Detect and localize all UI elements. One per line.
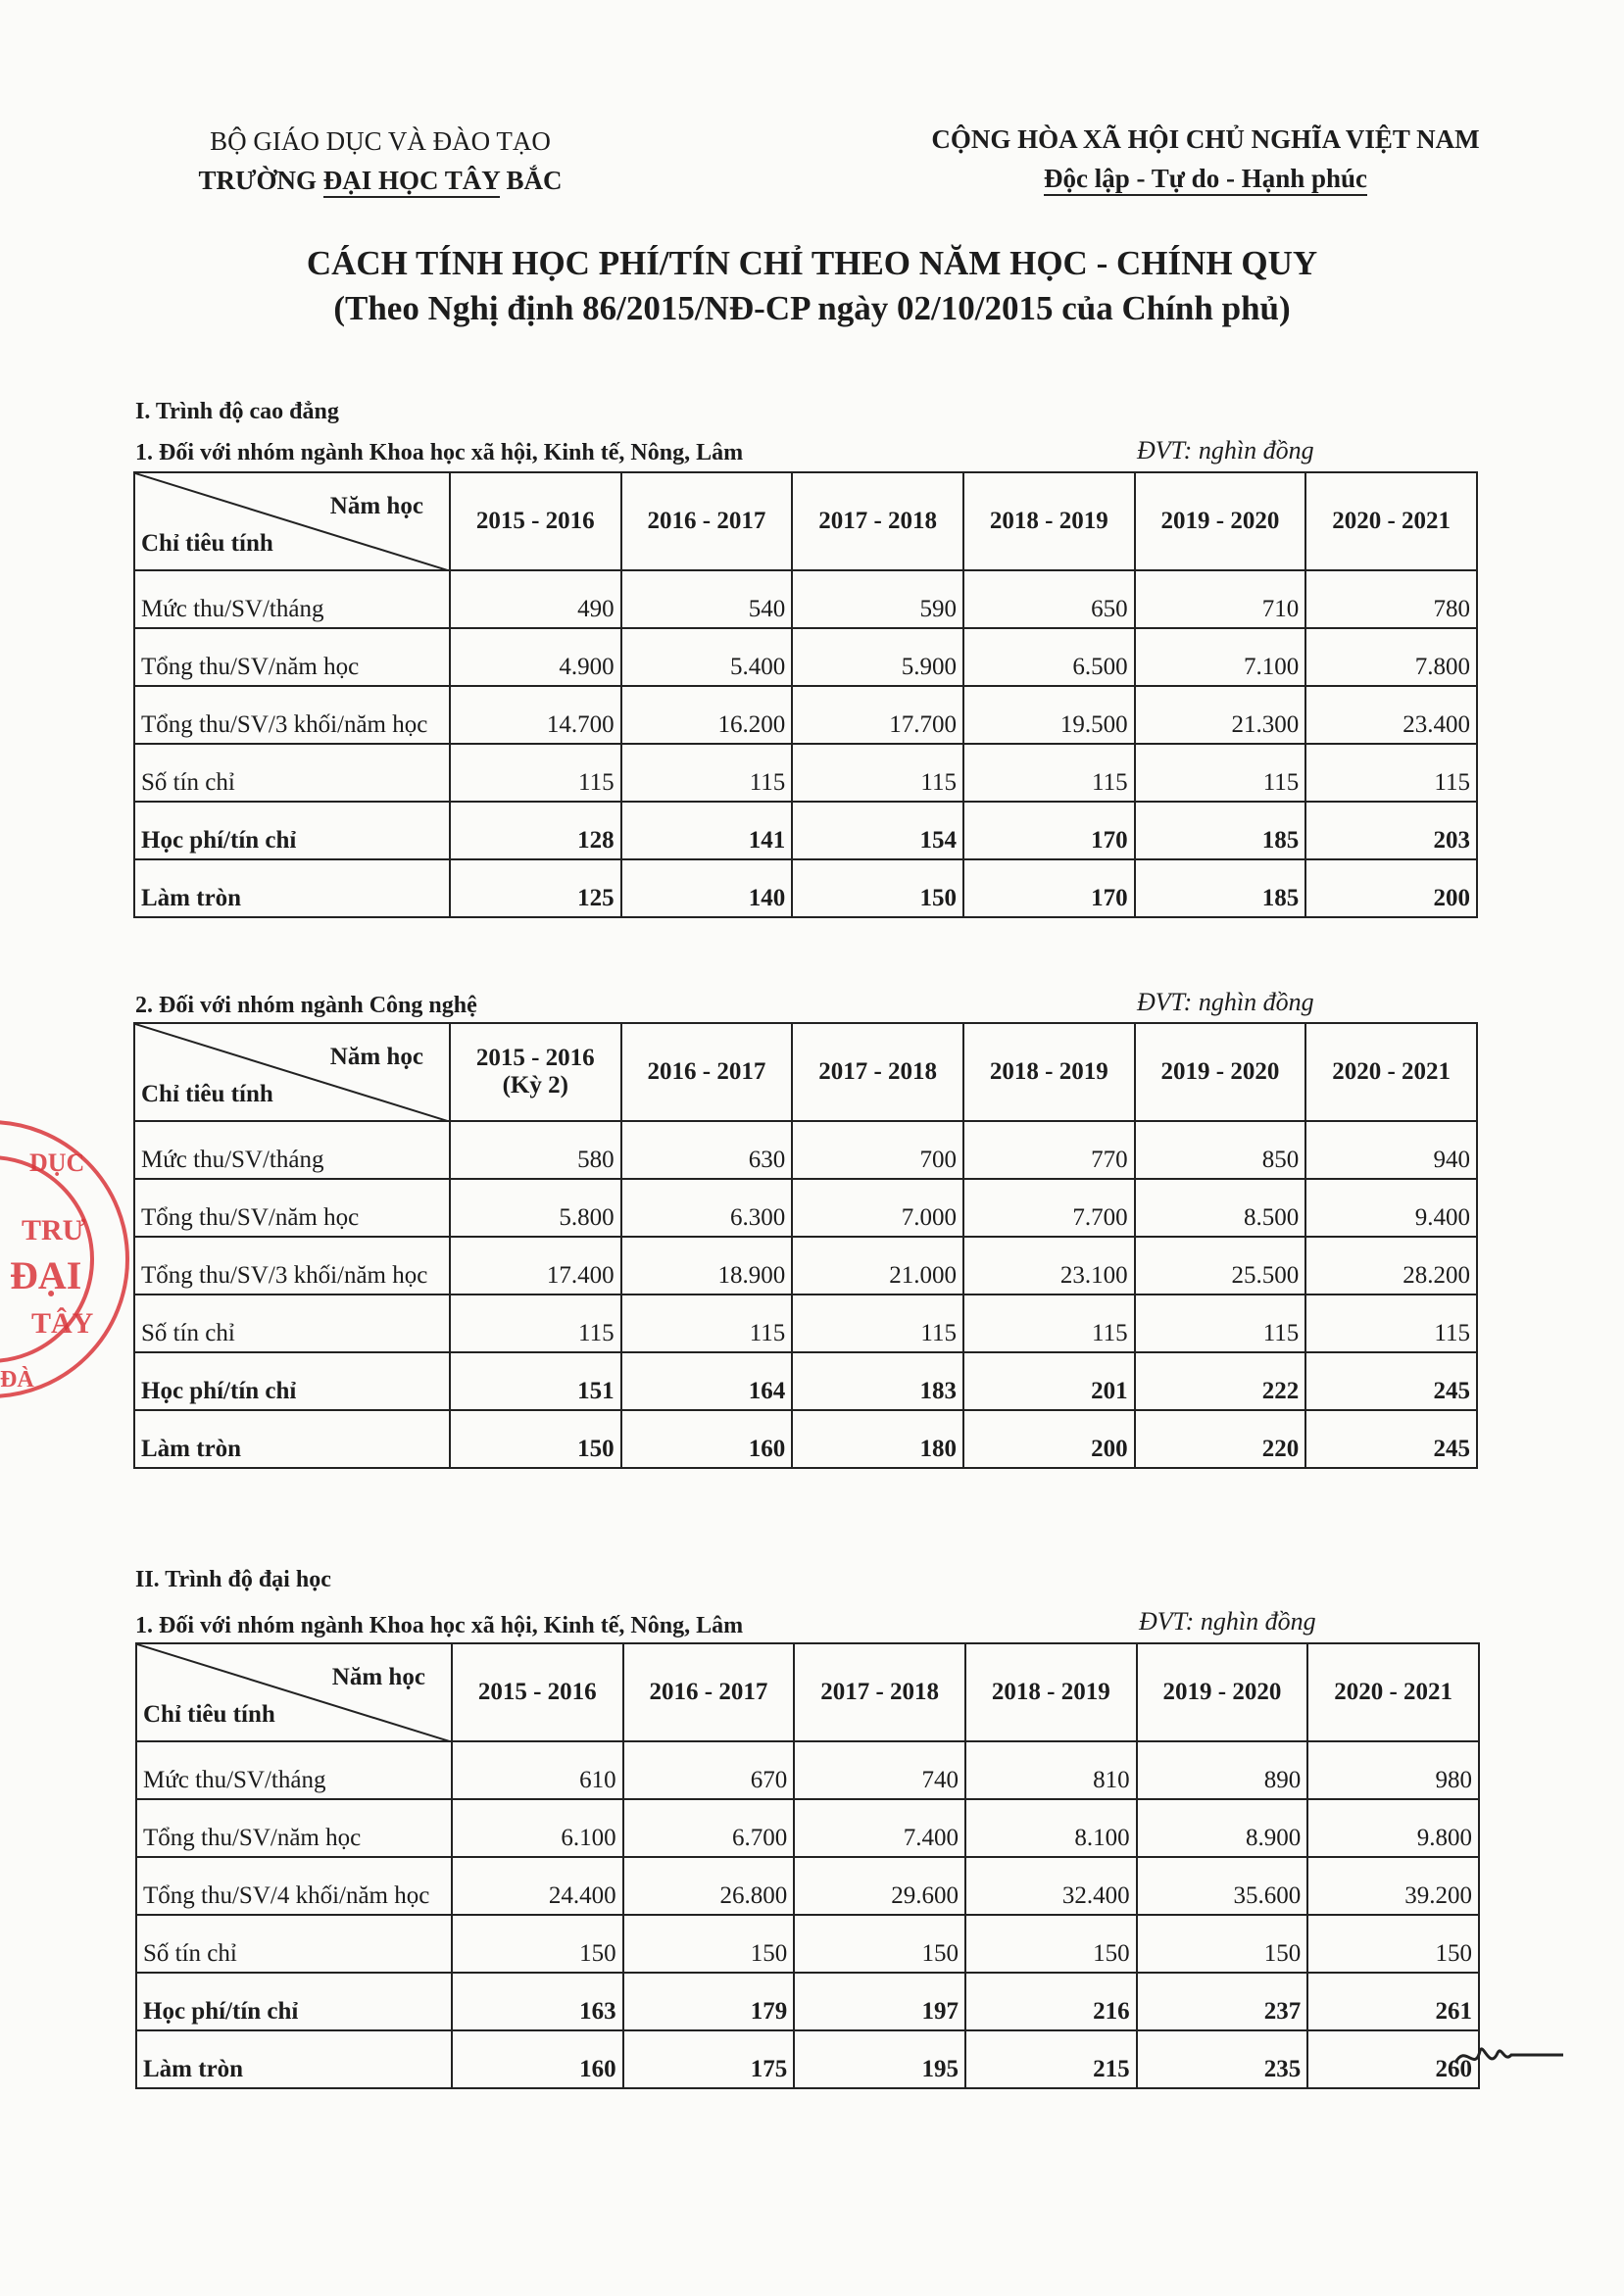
value-cell: 29.600 — [794, 1857, 965, 1915]
value-cell: 201 — [963, 1352, 1135, 1410]
value-cell: 5.400 — [621, 628, 793, 686]
value-cell: 115 — [1135, 1295, 1306, 1352]
value-cell: 200 — [1305, 859, 1477, 917]
year-header: 2015 - 2016 — [452, 1643, 623, 1741]
table-row — [134, 570, 1477, 628]
value-cell: 180 — [792, 1410, 963, 1468]
value-cell: 150 — [1137, 1915, 1308, 1973]
corner-year-label: Năm học — [331, 1664, 425, 1690]
value-cell: 150 — [965, 1915, 1137, 1973]
value-cell: 128 — [450, 802, 621, 859]
value-cell: 6.300 — [621, 1179, 793, 1237]
year-header: 2019 - 2020 — [1135, 1023, 1306, 1121]
value-cell: 197 — [794, 1973, 965, 2030]
value-cell: 115 — [1305, 1295, 1477, 1352]
row-label: Số tín chỉ — [136, 1915, 452, 1973]
value-cell: 179 — [623, 1973, 795, 2030]
value-cell: 630 — [621, 1121, 793, 1179]
table-row — [134, 1410, 1477, 1468]
value-cell: 183 — [792, 1352, 963, 1410]
svg-text:ĐẠI: ĐẠI — [10, 1253, 82, 1297]
value-cell: 185 — [1135, 802, 1306, 859]
value-cell: 115 — [963, 744, 1135, 802]
subsection-2-1: 1. Đối với nhóm ngành Khoa học xã hội, Kinh tế, Nông, Lâm — [135, 1613, 744, 1638]
value-cell: 9.800 — [1307, 1799, 1479, 1857]
corner-metric-label: Chỉ tiêu tính — [143, 1701, 275, 1728]
value-cell: 770 — [963, 1121, 1135, 1179]
table-row — [134, 859, 1477, 917]
table-row — [136, 2030, 1479, 2088]
university-name: TRƯỜNG ĐẠI HỌC TÂY BẮC — [165, 161, 596, 200]
value-cell: 740 — [794, 1741, 965, 1799]
svg-text:TRƯ: TRƯ — [22, 1214, 86, 1246]
value-cell: 125 — [450, 859, 621, 917]
row-label: Tổng thu/SV/3 khối/năm học — [134, 1237, 450, 1295]
table-row — [134, 1179, 1477, 1237]
unit-label-1: ĐVT: nghìn đồng — [1137, 436, 1314, 464]
table-header-row — [136, 1643, 1479, 1741]
table-row — [134, 686, 1477, 744]
value-cell: 24.400 — [452, 1857, 623, 1915]
row-label: Tổng thu/SV/năm học — [136, 1799, 452, 1857]
value-cell: 115 — [621, 1295, 793, 1352]
value-cell: 21.300 — [1135, 686, 1306, 744]
table-row — [136, 1915, 1479, 1973]
value-cell: 32.400 — [965, 1857, 1137, 1915]
value-cell: 17.700 — [792, 686, 963, 744]
row-label: Làm tròn — [134, 1410, 450, 1468]
value-cell: 170 — [963, 859, 1135, 917]
value-cell: 5.900 — [792, 628, 963, 686]
document-title — [0, 241, 1624, 331]
value-cell: 154 — [792, 802, 963, 859]
value-cell: 23.100 — [963, 1237, 1135, 1295]
row-label: Tổng thu/SV/3 khối/năm học — [134, 686, 450, 744]
row-label: Tổng thu/SV/4 khối/năm học — [136, 1857, 452, 1915]
value-cell: 25.500 — [1135, 1237, 1306, 1295]
value-cell: 115 — [450, 744, 621, 802]
value-cell: 39.200 — [1307, 1857, 1479, 1915]
row-label: Số tín chỉ — [134, 1295, 450, 1352]
table-row — [134, 802, 1477, 859]
table-row — [134, 628, 1477, 686]
table-row — [136, 1857, 1479, 1915]
fee-table-college-social — [133, 471, 1478, 918]
year-header: 2016 - 2017 — [623, 1643, 795, 1741]
row-label: Học phí/tín chỉ — [136, 1973, 452, 2030]
value-cell: 850 — [1135, 1121, 1306, 1179]
value-cell: 28.200 — [1305, 1237, 1477, 1295]
year-header: 2017 - 2018 — [792, 1023, 963, 1121]
value-cell: 185 — [1135, 859, 1306, 917]
row-label: Mức thu/SV/tháng — [134, 570, 450, 628]
value-cell: 670 — [623, 1741, 795, 1799]
value-cell: 164 — [621, 1352, 793, 1410]
value-cell: 195 — [794, 2030, 965, 2088]
value-cell: 5.800 — [450, 1179, 621, 1237]
national-motto: Độc lập - Tự do - Hạnh phúc — [813, 159, 1598, 198]
value-cell: 245 — [1305, 1410, 1477, 1468]
unit-label-2: ĐVT: nghìn đồng — [1137, 988, 1314, 1016]
table-row — [136, 1799, 1479, 1857]
value-cell: 150 — [450, 1410, 621, 1468]
value-cell: 6.700 — [623, 1799, 795, 1857]
year-header: 2020 - 2021 — [1305, 472, 1477, 570]
value-cell: 810 — [965, 1741, 1137, 1799]
subsection-1-1: 1. Đối với nhóm ngành Khoa học xã hội, Kinh tế, Nông, Lâm — [135, 440, 744, 465]
value-cell: 141 — [621, 802, 793, 859]
year-header: 2017 - 2018 — [792, 472, 963, 570]
value-cell: 115 — [450, 1295, 621, 1352]
year-header: 2016 - 2017 — [621, 1023, 793, 1121]
value-cell: 890 — [1137, 1741, 1308, 1799]
year-header: 2017 - 2018 — [794, 1643, 965, 1741]
year-header: 2016 - 2017 — [621, 472, 793, 570]
value-cell: 8.900 — [1137, 1799, 1308, 1857]
row-label: Học phí/tín chỉ — [134, 802, 450, 859]
value-cell: 21.000 — [792, 1237, 963, 1295]
ministry-header — [165, 122, 596, 200]
corner-metric-label: Chỉ tiêu tính — [141, 530, 273, 557]
value-cell: 980 — [1307, 1741, 1479, 1799]
row-label: Làm tròn — [134, 859, 450, 917]
value-cell: 150 — [623, 1915, 795, 1973]
signature-mark — [1451, 2033, 1568, 2082]
value-cell: 115 — [792, 1295, 963, 1352]
value-cell: 200 — [963, 1410, 1135, 1468]
value-cell: 8.500 — [1135, 1179, 1306, 1237]
value-cell: 160 — [621, 1410, 793, 1468]
value-cell: 7.700 — [963, 1179, 1135, 1237]
value-cell: 23.400 — [1305, 686, 1477, 744]
value-cell: 160 — [452, 2030, 623, 2088]
value-cell: 115 — [621, 744, 793, 802]
value-cell: 175 — [623, 2030, 795, 2088]
year-header: 2018 - 2019 — [965, 1643, 1137, 1741]
value-cell: 140 — [621, 859, 793, 917]
value-cell: 700 — [792, 1121, 963, 1179]
value-cell: 260 — [1307, 2030, 1479, 2088]
row-label: Mức thu/SV/tháng — [136, 1741, 452, 1799]
value-cell: 150 — [792, 859, 963, 917]
table-header-row — [134, 472, 1477, 570]
svg-text:DỤC: DỤC — [29, 1148, 85, 1177]
value-cell: 151 — [450, 1352, 621, 1410]
value-cell: 7.800 — [1305, 628, 1477, 686]
value-cell: 163 — [452, 1973, 623, 2030]
year-header: 2020 - 2021 — [1305, 1023, 1477, 1121]
corner-header-cell — [134, 1023, 450, 1121]
svg-text:ĐÀ: ĐÀ — [0, 1367, 34, 1392]
row-label: Tổng thu/SV/năm học — [134, 628, 450, 686]
table-row — [136, 1973, 1479, 2030]
table-row — [134, 1295, 1477, 1352]
value-cell: 235 — [1137, 2030, 1308, 2088]
value-cell: 580 — [450, 1121, 621, 1179]
value-cell: 7.400 — [794, 1799, 965, 1857]
national-title: CỘNG HÒA XÃ HỘI CHỦ NGHĨA VIỆT NAM — [931, 124, 1480, 154]
section-heading-1: I. Trình độ cao đẳng — [135, 399, 339, 424]
value-cell: 6.500 — [963, 628, 1135, 686]
value-cell: 237 — [1137, 1973, 1308, 2030]
value-cell: 16.200 — [621, 686, 793, 744]
year-header: 2018 - 2019 — [963, 1023, 1135, 1121]
value-cell: 780 — [1305, 570, 1477, 628]
value-cell: 115 — [1135, 744, 1306, 802]
corner-header-cell — [134, 472, 450, 570]
subsection-1-2: 2. Đối với nhóm ngành Công nghệ — [135, 993, 477, 1018]
row-label: Tổng thu/SV/năm học — [134, 1179, 450, 1237]
svg-text:TÂY: TÂY — [31, 1307, 94, 1340]
value-cell: 261 — [1307, 1973, 1479, 2030]
table-row — [134, 1121, 1477, 1179]
corner-metric-label: Chỉ tiêu tính — [141, 1081, 273, 1107]
value-cell: 610 — [452, 1741, 623, 1799]
value-cell: 215 — [965, 2030, 1137, 2088]
value-cell: 150 — [794, 1915, 965, 1973]
corner-year-label: Năm học — [329, 1044, 423, 1070]
year-header: 2018 - 2019 — [963, 472, 1135, 570]
table-row — [134, 1352, 1477, 1410]
value-cell: 150 — [452, 1915, 623, 1973]
value-cell: 7.100 — [1135, 628, 1306, 686]
value-cell: 216 — [965, 1973, 1137, 2030]
value-cell: 115 — [1305, 744, 1477, 802]
value-cell: 203 — [1305, 802, 1477, 859]
value-cell: 14.700 — [450, 686, 621, 744]
official-stamp — [0, 1117, 157, 1401]
row-label: Học phí/tín chỉ — [134, 1352, 450, 1410]
value-cell: 7.000 — [792, 1179, 963, 1237]
table-header-row — [134, 1023, 1477, 1121]
year-header: 2019 - 2020 — [1135, 472, 1306, 570]
row-label: Mức thu/SV/tháng — [134, 1121, 450, 1179]
corner-header-cell — [136, 1643, 452, 1741]
national-header — [813, 120, 1598, 198]
value-cell: 35.600 — [1137, 1857, 1308, 1915]
value-cell: 222 — [1135, 1352, 1306, 1410]
value-cell: 540 — [621, 570, 793, 628]
value-cell: 4.900 — [450, 628, 621, 686]
section-heading-2: II. Trình độ đại học — [135, 1567, 331, 1592]
value-cell: 710 — [1135, 570, 1306, 628]
table-row — [136, 1741, 1479, 1799]
value-cell: 170 — [963, 802, 1135, 859]
value-cell: 220 — [1135, 1410, 1306, 1468]
value-cell: 115 — [963, 1295, 1135, 1352]
value-cell: 150 — [1307, 1915, 1479, 1973]
value-cell: 19.500 — [963, 686, 1135, 744]
year-header: 2020 - 2021 — [1307, 1643, 1479, 1741]
value-cell: 6.100 — [452, 1799, 623, 1857]
value-cell: 9.400 — [1305, 1179, 1477, 1237]
value-cell: 650 — [963, 570, 1135, 628]
year-header: 2019 - 2020 — [1137, 1643, 1308, 1741]
unit-label-3: ĐVT: nghìn đồng — [1139, 1607, 1316, 1636]
title-line1: CÁCH TÍNH HỌC PHÍ/TÍN CHỈ THEO NĂM HỌC - CHÍNH QUY — [306, 244, 1318, 282]
value-cell: 8.100 — [965, 1799, 1137, 1857]
value-cell: 18.900 — [621, 1237, 793, 1295]
year-header: 2015 - 2016 (Kỳ 2) — [450, 1023, 621, 1121]
table-row — [134, 1237, 1477, 1295]
year-header: 2015 - 2016 — [450, 472, 621, 570]
value-cell: 940 — [1305, 1121, 1477, 1179]
value-cell: 490 — [450, 570, 621, 628]
row-label: Số tín chỉ — [134, 744, 450, 802]
corner-year-label: Năm học — [329, 493, 423, 519]
value-cell: 17.400 — [450, 1237, 621, 1295]
fee-table-college-technology — [133, 1022, 1478, 1469]
fee-table-university-social — [135, 1642, 1480, 2089]
value-cell: 115 — [792, 744, 963, 802]
row-label: Làm tròn — [136, 2030, 452, 2088]
value-cell: 590 — [792, 570, 963, 628]
title-line2: (Theo Nghị định 86/2015/NĐ-CP ngày 02/10/2015 của Chính phủ) — [333, 289, 1291, 327]
ministry-name: BỘ GIÁO DỤC VÀ ĐÀO TẠO — [210, 126, 551, 156]
table-row — [134, 744, 1477, 802]
value-cell: 245 — [1305, 1352, 1477, 1410]
value-cell: 26.800 — [623, 1857, 795, 1915]
